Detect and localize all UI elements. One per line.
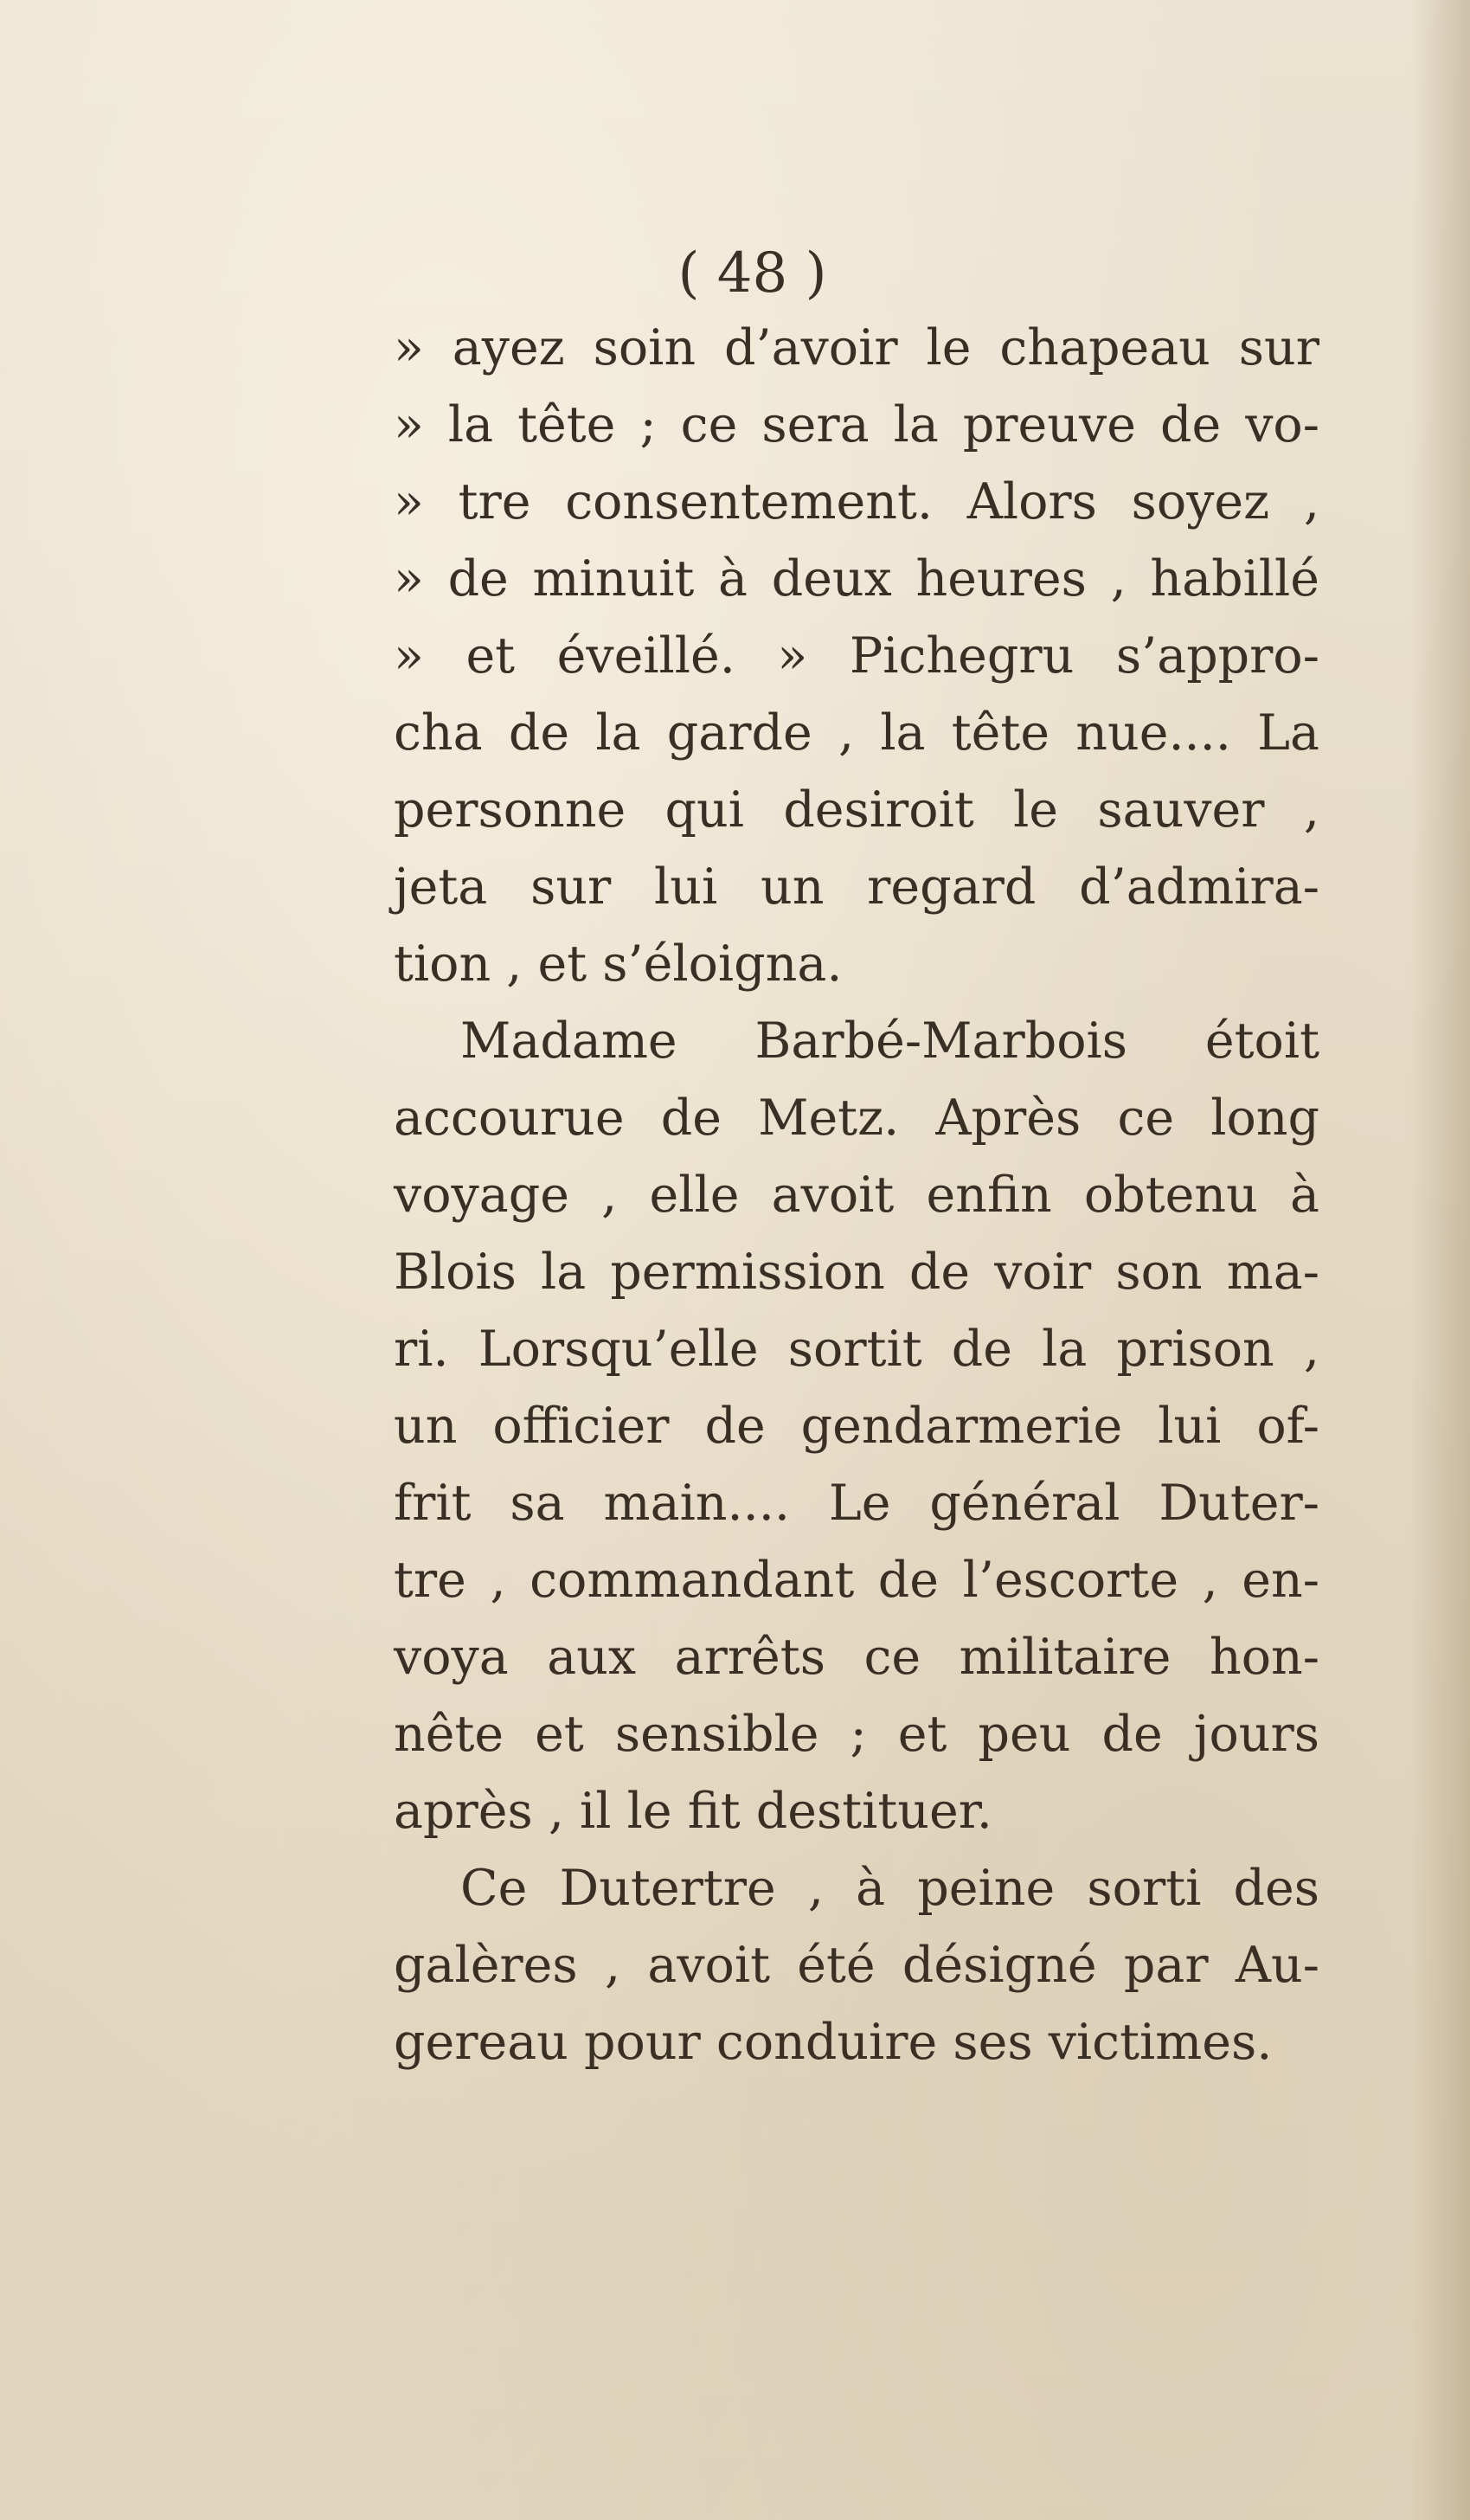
page-number: ( 48 ) <box>677 241 827 305</box>
text-line: un officier de gendarmerie lui of- <box>394 1398 1319 1455</box>
page-gutter-shadow <box>1409 0 1470 2520</box>
text-line: ri. Lorsqu’elle sortit de la prison , <box>394 1321 1319 1378</box>
text-line: Blois la permission de voir son ma- <box>394 1244 1319 1301</box>
text-line: voyage , elle avoit enfin obtenu à <box>394 1167 1319 1224</box>
paragraph-start-line: Madame Barbé-Marbois étoit <box>460 1012 1319 1070</box>
text-line: cha de la garde , la tête nue.... La <box>394 704 1319 762</box>
text-line: frit sa main.... Le général Duter- <box>394 1475 1319 1532</box>
text-line: » et éveillé. » Pichegru s’appro- <box>394 627 1319 685</box>
text-line: galères , avoit été désigné par Au- <box>394 1937 1319 1994</box>
body-text <box>394 310 1319 2081</box>
text-line: » tre consentement. Alors soyez , <box>394 473 1319 530</box>
text-line: après , il le fit destituer. <box>394 1783 992 1840</box>
text-line: tre , commandant de l’escorte , en- <box>394 1552 1319 1609</box>
text-line: » ayez soin d’avoir le chapeau sur <box>394 319 1319 376</box>
text-line: nête et sensible ; et peu de jours <box>394 1706 1319 1763</box>
text-line: tion , et s’éloigna. <box>394 935 843 993</box>
text-line: accourue de Metz. Après ce long <box>394 1090 1319 1147</box>
text-line: jeta sur lui un regard d’admira- <box>394 858 1319 916</box>
text-line: » la tête ; ce sera la preuve de vo- <box>394 396 1319 453</box>
text-line: personne qui desiroit le sauver , <box>394 781 1319 839</box>
text-line: » de minuit à deux heures , habillé <box>394 550 1319 608</box>
text-line: voya aux arrêts ce militaire hon- <box>394 1629 1319 1686</box>
text-line: gereau pour conduire ses victimes. <box>394 2014 1273 2071</box>
paragraph-start-line: Ce Dutertre , à peine sorti des <box>460 1860 1319 1917</box>
